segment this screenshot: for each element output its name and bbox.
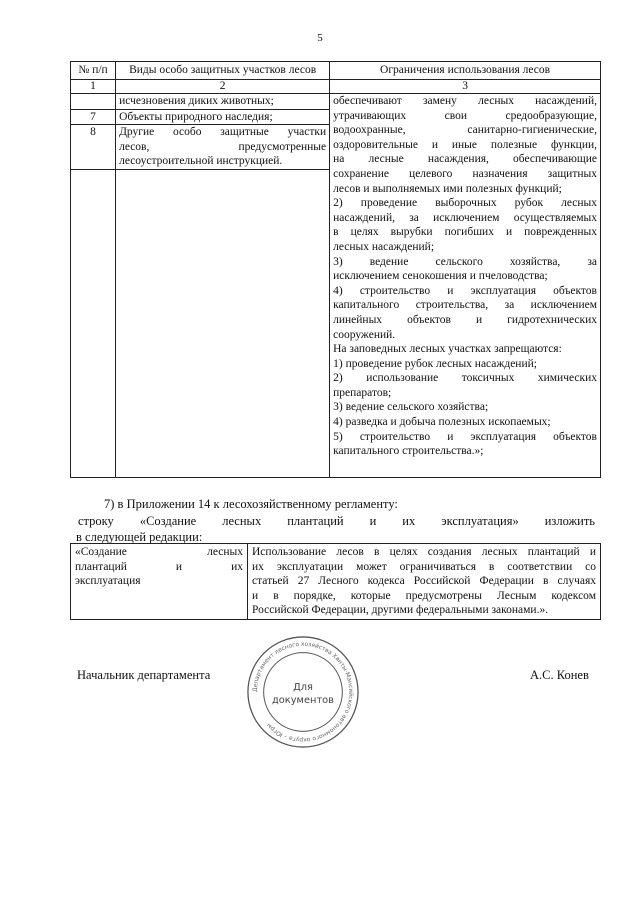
row-type [116, 125, 330, 170]
restriction-line: 1) проведение рубок лесных насаждений; [333, 357, 537, 370]
table-row [71, 544, 601, 620]
restriction-line: капитального строительства, за исключением [333, 299, 597, 312]
header-type: Виды особо защитных участков лесов [116, 62, 330, 80]
restriction-line: утрачивающих свои средообразующие, [333, 109, 597, 122]
stamp-seal [244, 633, 362, 751]
row-type: Объекты природного наследия; [116, 109, 330, 125]
restriction-line: водоохранные, санитарно-гигиенические, [333, 124, 597, 137]
signature-title: Начальник департамента [77, 668, 211, 682]
restriction-line: сохранение целевого назначения защитных [333, 167, 597, 180]
restriction-line: капитального строительства.»; [333, 445, 484, 458]
row-type: исчезновения диких животных; [116, 94, 330, 110]
plantation-type-line: «Создание лесных [75, 546, 243, 558]
restriction-line: 2) использование токсичных химических [333, 372, 597, 385]
page-number: 5 [317, 32, 323, 44]
row-number [71, 94, 116, 110]
restriction-line: лесных насаждений; [333, 240, 435, 253]
header-number: № п/п [71, 62, 116, 80]
plantation-type-cell [71, 544, 248, 620]
restriction-line: 4) строительство и эксплуатация объектов [333, 284, 597, 297]
restrictions-cell [330, 94, 601, 478]
row-type-line: лесоустроительной инструкцией. [119, 155, 283, 168]
restriction-line: линейных объектов и гидротехнических [333, 313, 597, 326]
restriction-line: препаратов; [333, 386, 392, 399]
plantation-type-line: плантаций и их [75, 560, 243, 573]
plantation-restriction-line: и в порядке, которые предусмотрены Лесным кодексом [252, 589, 596, 602]
row-type-line: Другие особо защитные участки [119, 126, 327, 139]
column-number: 3 [330, 80, 601, 94]
stamp-center-text-2: документов [272, 694, 334, 706]
main-table [70, 61, 601, 478]
restriction-line: сооружений. [333, 328, 396, 341]
restriction-line: 3) ведение сельского хозяйства; [333, 401, 489, 414]
restriction-line: в целях вырубки погибших и поврежденных [333, 226, 597, 239]
restriction-line: 4) разведка и добыча полезных ископаемых; [333, 416, 551, 429]
table-row [71, 94, 601, 110]
plantation-restriction-line: Использование лесов в целях создания лесных плантаций и [252, 546, 596, 558]
plantation-table [70, 543, 601, 620]
paragraph-row-change: строку «Создание лесных плантаций и их эксплуатация» изложить [78, 514, 595, 528]
header-restrictions: Ограничения использования лесов [330, 62, 601, 80]
restriction-line: обеспечивают замену лесных насаждений, [333, 95, 597, 107]
restriction-line: 5) строительство и эксплуатация объектов [333, 430, 597, 443]
restriction-line: 3) ведение сельского хозяйства, за [333, 255, 597, 268]
paragraph-appendix-14: 7) в Приложении 14 к лесохозяйственному регламенту: [104, 497, 398, 511]
plantation-type-line: эксплуатация [75, 575, 141, 588]
stamp-ring-textpath: Департамент лесного хозяйства Ханты-Мансийского автономного округа – Югры [252, 641, 354, 743]
row-number: 7 [71, 109, 116, 125]
plantation-restriction-cell [248, 544, 601, 620]
empty-cell [116, 169, 330, 477]
plantation-restriction-line: статьей 27 Лесного кодекса Российской Федерации в случаях [252, 575, 596, 588]
restriction-line: На заповедных лесных участках запрещаются: [333, 343, 562, 356]
column-numbers-row [71, 80, 601, 94]
plantation-restriction-line: Российской Федерации, другими федеральными законами.». [252, 604, 549, 617]
column-number: 2 [116, 80, 330, 94]
paragraph-new-edition: в следующей редакции: [76, 530, 203, 544]
signature-name: А.С. Конев [530, 668, 589, 682]
row-type-line: лесов, предусмотренные [119, 140, 327, 153]
restriction-line: исключением сенокошения и пчеловодства; [333, 270, 548, 283]
column-number: 1 [71, 80, 116, 94]
restriction-line: 2) проведение выборочных рубок лесных [333, 197, 597, 210]
restriction-line: оздоровительные и иные полезные функции, [333, 138, 597, 151]
plantation-restriction-line: их эксплуатации может ограничиваться в соответствии со [252, 560, 596, 573]
restriction-line: лесов и выполняемых ими полезных функций; [333, 182, 562, 195]
empty-cell [71, 169, 116, 477]
stamp-center-text-1: Для [293, 682, 313, 694]
restriction-line: на лесные насаждения, обеспечивающие [333, 153, 597, 166]
row-number: 8 [71, 125, 116, 170]
restriction-line: насаждений, за исключением осуществляемых [333, 211, 597, 224]
header-row [71, 62, 601, 80]
